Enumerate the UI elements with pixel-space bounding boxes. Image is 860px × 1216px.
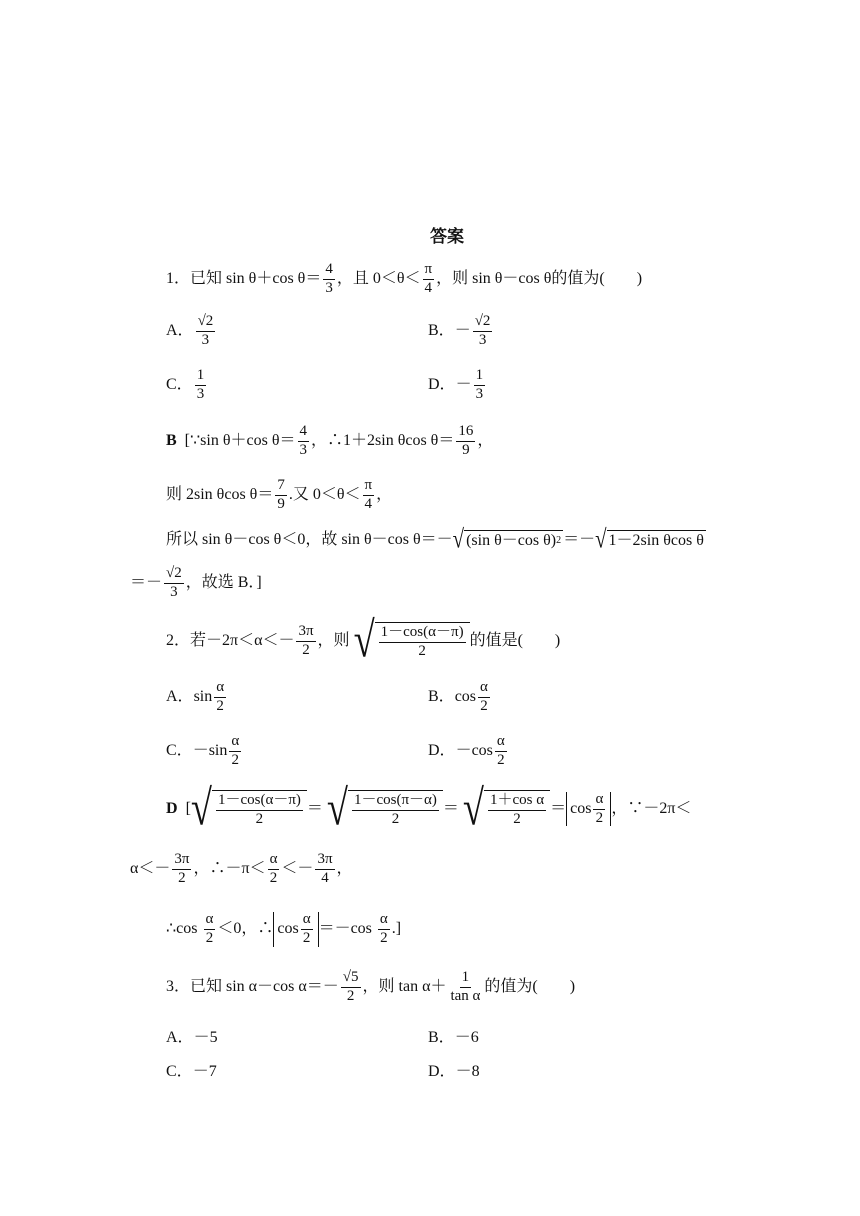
q1-option-b: B． － $\frac{√2}{3}$: [428, 313, 491, 348]
q3-option-d: D．－8: [428, 1063, 480, 1080]
q1-answer: B: [166, 432, 177, 450]
question-1-stem: [166, 262, 642, 297]
q1-stem-prefix: 1．已知 sin θ＋cos θ＝: [166, 270, 322, 288]
q2-answer: D: [166, 800, 178, 818]
q2-option-a: A． sin $\frac{\alpha}{2}$: [166, 679, 225, 714]
q1-solution-line-3: 所以 sin θ－cos θ＜0，故 sin θ－cos θ＝－ √ (sin θ－cos θ) 2 ＝－ √ 1－2sin θcos θ: [166, 524, 704, 554]
q1-frac-b: $\frac{\pi}{4}$: [424, 261, 433, 296]
q1-stem-mid: ，且 0＜θ＜: [336, 270, 421, 288]
q2-solution-line-1: D [ √ $\frac{1-\cos(\alpha-\pi)}{2}$ ＝ √ $\frac{1-\cos(\pi-\alpha)}{2}$ ＝ √ $\frac{\text{1＋cos α}}{2}$ ＝ cos $\frac{\alpha}{2}$ ，∵－2π＜: [166, 781, 692, 837]
q1-frac-a: $\frac{4}{3}$: [325, 261, 333, 296]
q1-solution-line-4: ＝－ $\frac{√2}{3}$ ，故选 B．]: [130, 565, 262, 600]
q2-option-b: B． cos $\frac{\alpha}{2}$: [428, 679, 488, 714]
q3-option-b: B．－6: [428, 1029, 479, 1046]
q3-option-a: A．－5: [166, 1029, 218, 1046]
q1-option-c: C． $\frac{1}{3}$: [166, 367, 205, 402]
q1-option-a: A． $\frac{√2}{3}$: [166, 313, 214, 348]
q1-solution-line-2: 则 2sin θcos θ＝ $\frac{7}{9}$ .又 0＜θ＜ $\frac{\pi}{4}$ ，: [166, 477, 393, 512]
q2-option-d: D． －cos $\frac{\alpha}{2}$: [428, 733, 505, 768]
q1-solution-line-1: B [∵sin θ＋cos θ＝ $\frac{4}{3}$ ，∴1＋2sin θcos θ＝ $\frac{16}{9}$ ，: [166, 423, 494, 458]
q2-solution-line-2: α＜－ $\frac{3\pi}{2}$ ，∴－π＜ $\frac{\alpha}{2}$ ＜－ $\frac{3\pi}{4}$ ，: [130, 851, 353, 886]
question-3-stem: 3．已知 sin α－cos α＝－ $\frac{√5}{2}$ ，则 tan α＋ $\frac{1}{\text{tan α}}$ 的值为( ): [166, 969, 576, 1004]
q1-option-d: D． － $\frac{1}{3}$: [428, 367, 484, 402]
page-title: 答案: [430, 227, 464, 246]
q2-solution-line-3: ∴cos $\frac{\alpha}{2}$ ＜0，∴ cos $\frac{\alpha}{2}$ ＝－cos $\frac{\alpha}{2}$ .]: [166, 911, 402, 946]
q1-stem-suffix: ，则 sin θ－cos θ的值为( ): [436, 270, 643, 288]
q3-option-c: C．－7: [166, 1063, 217, 1080]
q2-option-c: C． －sin $\frac{\alpha}{2}$: [166, 733, 240, 768]
question-2-stem: 2．若－2π＜α＜－ $\frac{3\pi}{2}$ ，则 √ $\frac{1-\cos(\alpha-\pi)}{2}$ 的值是( ): [166, 613, 561, 669]
